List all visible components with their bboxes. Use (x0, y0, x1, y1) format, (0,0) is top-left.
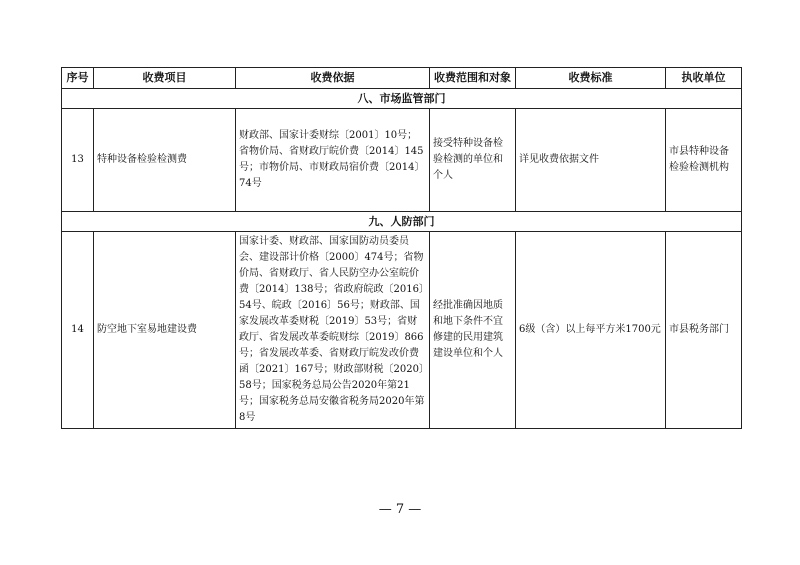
row-standard: 6级（含）以上每平方米1700元 (516, 232, 666, 429)
row-unit: 市县特种设备检验检测机构 (666, 109, 742, 212)
row-serial: 13 (62, 109, 94, 212)
row-serial: 14 (62, 232, 94, 429)
row-basis: 财政部、国家计委财综〔2001〕10号；省物价局、省财政厅皖价费〔2014〕145号；市物价局、市财政局宿价费〔2014〕74号 (236, 109, 430, 212)
section-title: 九、人防部门 (62, 212, 742, 232)
section-row-market-supervision (62, 89, 742, 109)
header-item: 收费项目 (94, 68, 236, 89)
section-title: 八、市场监管部门 (62, 89, 742, 109)
table-row (62, 232, 742, 429)
row-item: 特种设备检验检测费 (94, 109, 236, 212)
row-scope: 经批准确因地质和地下条件不宜修建的民用建筑建设单位和个人 (430, 232, 516, 429)
page-number: — 7 — (378, 502, 422, 517)
row-unit: 市县税务部门 (666, 232, 742, 429)
row-item: 防空地下室易地建设费 (94, 232, 236, 429)
header-basis: 收费依据 (236, 68, 430, 89)
table-row (62, 109, 742, 212)
row-basis: 国家计委、财政部、国家国防动员委员会、建设部计价格〔2000〕474号；省物价局、省财政厅、省人民防空办公室皖价费〔2014〕138号；省政府皖政〔2016〕54号、皖政〔2016〕56号；财政部、国家发展改革委财税〔2019〕53号；省财政厅、省发展改革委皖财综〔2019〕866号；省发展改革委、省财政厅皖发改价费函〔2021〕167号；财政部财税〔2020〕58号；国家税务总局公告2020年第21号；国家税务总局安徽省税务局2020年第8号 (236, 232, 430, 429)
section-row-civil-air-defense (62, 212, 742, 232)
row-standard: 详见收费依据文件 (516, 109, 666, 212)
header-unit: 执收单位 (666, 68, 742, 89)
table-header-row (62, 68, 742, 89)
header-serial: 序号 (62, 68, 94, 89)
header-standard: 收费标准 (516, 68, 666, 89)
fee-table (61, 67, 742, 429)
row-scope: 接受特种设备检验检测的单位和个人 (430, 109, 516, 212)
header-scope: 收费范围和对象 (430, 68, 516, 89)
